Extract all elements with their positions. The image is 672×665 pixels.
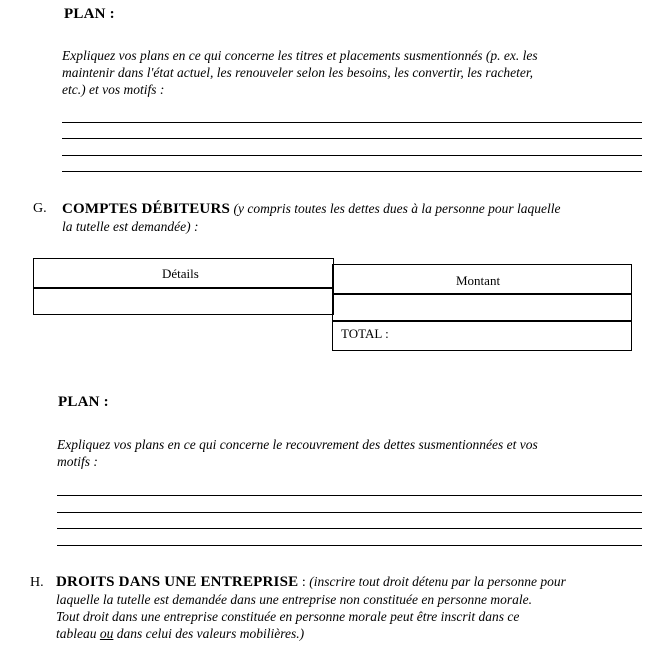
section-h-text-line2: laquelle la tutelle est demandée dans une entreprise non constituée en personne morale. xyxy=(56,592,533,607)
plan-instructions-1-line1: Expliquez vos plans en ce qui concerne les titres et placements susmentionnés (p. ex. les xyxy=(62,48,538,63)
section-h-colon: : xyxy=(298,575,306,590)
plan-instructions-2-line1: Expliquez vos plans en ce qui concerne le recouvrement des dettes susmentionnées et vos xyxy=(57,437,538,452)
plan-instructions-2 xyxy=(57,436,657,470)
plan-heading-1: PLAN : xyxy=(64,6,115,22)
section-h-text-line4 xyxy=(56,625,656,642)
total-label: TOTAL : xyxy=(341,326,389,341)
section-h-text-line3: Tout droit dans une entreprise constituée en personne morale peut être inscrit dans ce xyxy=(56,609,520,624)
header-cell-amount xyxy=(332,264,632,295)
plan-instructions-1-line2: maintenir dans l'état actuel, les renouveler selon les besoins, les convertir, les racheter, xyxy=(62,65,534,80)
section-g-subtitle-line2: la tutelle est demandée) : xyxy=(62,219,199,234)
plan-instructions-1-line3: etc.) et vos motifs : xyxy=(62,82,165,97)
section-h-text-line4-a: tableau xyxy=(56,626,100,641)
section-g-title: COMPTES DÉBITEURS xyxy=(62,201,231,217)
section-h-title: DROITS DANS UNE ENTREPRISE xyxy=(56,574,299,590)
plan-instructions-1 xyxy=(62,47,652,98)
section-letter-g: G. xyxy=(33,201,47,216)
answer-line[interactable] xyxy=(57,512,642,513)
section-h-text-line1: (inscrire tout droit détenu par la personne pour xyxy=(309,574,566,589)
header-details-label: Détails xyxy=(162,266,199,281)
section-g-heading xyxy=(62,200,662,235)
answer-line[interactable] xyxy=(57,495,642,496)
answer-line[interactable] xyxy=(62,155,642,156)
answer-line[interactable] xyxy=(57,528,642,529)
answer-line[interactable] xyxy=(57,545,642,546)
total-cell[interactable] xyxy=(332,320,632,351)
section-g-subtitle-line1: (y compris toutes les dettes dues à la personne pour laquelle xyxy=(233,201,561,216)
answer-line[interactable] xyxy=(62,122,642,123)
details-entry-cell[interactable] xyxy=(33,287,334,315)
answer-line[interactable] xyxy=(62,138,642,139)
section-h-text-line4-u: ou xyxy=(99,626,114,641)
plan-instructions-2-line2: motifs : xyxy=(57,454,98,469)
header-amount-label: Montant xyxy=(456,273,501,288)
plan-heading-2: PLAN : xyxy=(58,394,109,410)
header-cell-details xyxy=(33,258,334,289)
answer-line[interactable] xyxy=(62,171,642,172)
section-h-heading xyxy=(56,573,656,642)
section-letter-h: H. xyxy=(30,575,44,590)
amount-entry-cell[interactable] xyxy=(332,293,632,322)
section-h-text-line4-b: dans celui des valeurs mobilières.) xyxy=(113,626,305,641)
